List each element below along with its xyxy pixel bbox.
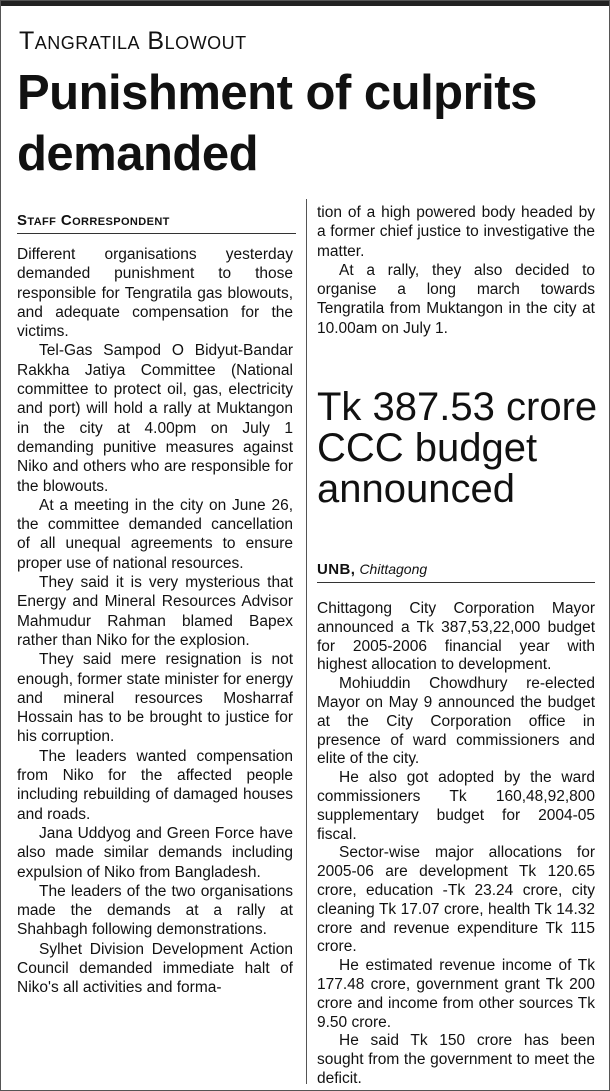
paragraph: The leaders of the two organisations made the demands at a rally at Shahbagh following demonstrations. <box>17 882 293 939</box>
paragraph: At a meeting in the city on June 26, the committee demanded cancellation of all unequal agreements to ensure proper use of national resources. <box>17 496 293 572</box>
article-body-column-2 <box>317 203 595 338</box>
paragraph: Tel-Gas Sampod O Bidyut-Bandar Rakkha Jatiya Committee (National committee to protect oil, gas, electricity and port) will hold a rally at Muktangon in the city at 4.00pm on July 1 demanding punitive measures against Niko and others who are responsible for the blowouts. <box>17 342 293 495</box>
paragraph: Mohiuddin Chowdhury re-elected Mayor on May 9 announced the budget at the City Corporation office in presence of ward commissioners and elite of the city. <box>317 675 595 768</box>
second-article-headline: Tk 387.53 crore CCC budget announced <box>317 385 598 511</box>
second-article-byline <box>317 561 595 583</box>
paragraph: They said it is very mysterious that Energy and Mineral Resources Advisor Mahmudur Rahman blamed Bapex rather than Niko for the explosion. <box>17 574 293 649</box>
article-headline: Punishment of culprits demanded <box>17 66 537 181</box>
article-body-column-1 <box>17 245 293 998</box>
paragraph: tion of a high powered body headed by a former chief justice to investigative the matter. <box>317 204 595 260</box>
top-edge <box>1 1 610 6</box>
column-divider <box>306 199 307 1084</box>
paragraph: The leaders wanted compensation from Niko for the affected people including rebuilding of damaged houses and roads. <box>17 747 293 823</box>
paragraph: He also got adopted by the ward commissioners Tk 160,48,92,800 supplementary budget for 2004-05 fiscal. <box>317 769 595 843</box>
paragraph: Sylhet Division Development Action Council demanded immediate halt of Niko's all activities and forma- <box>17 940 293 997</box>
byline-agency: UNB, <box>317 561 356 578</box>
paragraph: At a rally, they also decided to organise a long march towards Tengratila from Muktangon in the city at 10.00am on July 1. <box>317 261 595 337</box>
second-article-body <box>317 600 595 1089</box>
paragraph: They said mere resignation is not enough, former state minister for energy and mineral resources Mosharraf Hossain has to be brought to justice for his corruption. <box>17 651 293 746</box>
article-kicker: Tangratila Blowout <box>19 27 247 55</box>
paragraph: Different organisations yesterday demanded punishment to those responsible for Tengratila gas blowouts, and adequate compensation for the victims. <box>17 246 293 341</box>
paragraph: He estimated revenue income of Tk 177.48 crore, government grant Tk 200 crore and income from other sources Tk 9.50 crore. <box>317 957 595 1031</box>
paragraph: Sector-wise major allocations for 2005-06 are development Tk 120.65 crore, education -Tk 23.24 crore, city cleaning Tk 17.07 crore, health Tk 14.32 crore and revenue expenditure Tk 115 crore. <box>317 844 595 956</box>
paragraph: Jana Uddyog and Green Force have also made similar demands including expulsion of Niko from Bangladesh. <box>17 824 293 881</box>
article-byline: Staff Correspondent <box>17 212 296 234</box>
byline-location: Chittagong <box>359 561 428 577</box>
paragraph: He said Tk 150 crore has been sought from the government to meet the deficit. <box>317 1032 595 1087</box>
paragraph: Chittagong City Corporation Mayor announced a Tk 387,53,22,000 budget for 2005-2006 financial year with highest allocation to development. <box>317 600 595 674</box>
